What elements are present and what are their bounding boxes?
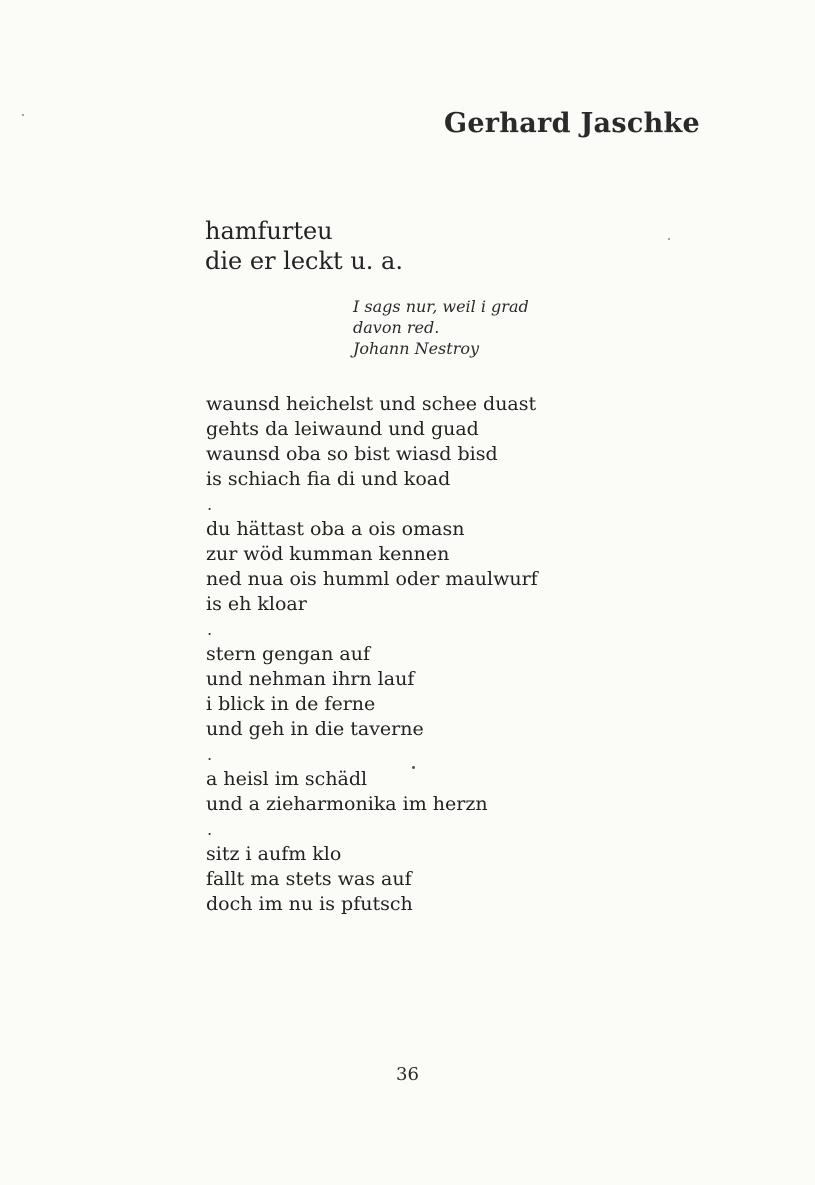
verse-line: ned nua ois humml oder maulwurf [206, 568, 538, 590]
verse-line: is schiach fia di und koad [206, 468, 451, 490]
stanza-1 [206, 392, 538, 492]
verse-line: du hättast oba a ois omasn [206, 518, 465, 540]
stanza-separator: . [207, 495, 213, 514]
epigraph-line: I sags nur, weil i grad [353, 297, 529, 316]
stanza-2 [206, 517, 538, 617]
verse-line: sitz i aufm klo [206, 843, 342, 865]
verse-line: stern gengan auf [206, 643, 370, 665]
stanza-4 [206, 767, 538, 817]
title-line: die er leckt u. a. [205, 247, 403, 275]
verse-line: und nehman ihrn lauf [206, 668, 415, 690]
epigraph-line: davon red. [353, 318, 440, 337]
stanza-3 [206, 642, 538, 742]
verse-line: waunsd oba so bist wiasd bisd [206, 443, 498, 465]
verse-line: fallt ma stets was auf [206, 868, 412, 890]
author-name: Gerhard Jaschke [443, 108, 700, 139]
verse-line: und a zieharmonika im herzn [206, 793, 488, 815]
stanza-5 [206, 842, 538, 917]
verse-line: zur wöd kumman kennen [206, 543, 450, 565]
epigraph [353, 296, 529, 359]
stanza-separator: . [207, 745, 213, 764]
verse-line: is eh kloar [206, 593, 307, 615]
verse-line: und geh in die taverne [206, 718, 424, 740]
verse-line: waunsd heichelst und schee duast [206, 393, 537, 415]
verse-line: gehts da leiwaund und guad [206, 418, 479, 440]
stray-dot [412, 766, 415, 769]
poem-body [206, 392, 538, 917]
verse-line: a heisl im schädl [206, 768, 368, 790]
scan-speck [668, 238, 670, 240]
scan-speck [22, 114, 24, 116]
verse-line: doch im nu is pfutsch [206, 893, 413, 915]
title-line: hamfurteu [205, 217, 333, 245]
stanza-separator: . [207, 620, 213, 639]
poem-title [205, 216, 403, 276]
epigraph-attribution: Johann Nestroy [353, 339, 480, 358]
page-number: 36 [396, 1064, 419, 1085]
stanza-separator: . [207, 820, 213, 839]
verse-line: i blick in de ferne [206, 693, 376, 715]
